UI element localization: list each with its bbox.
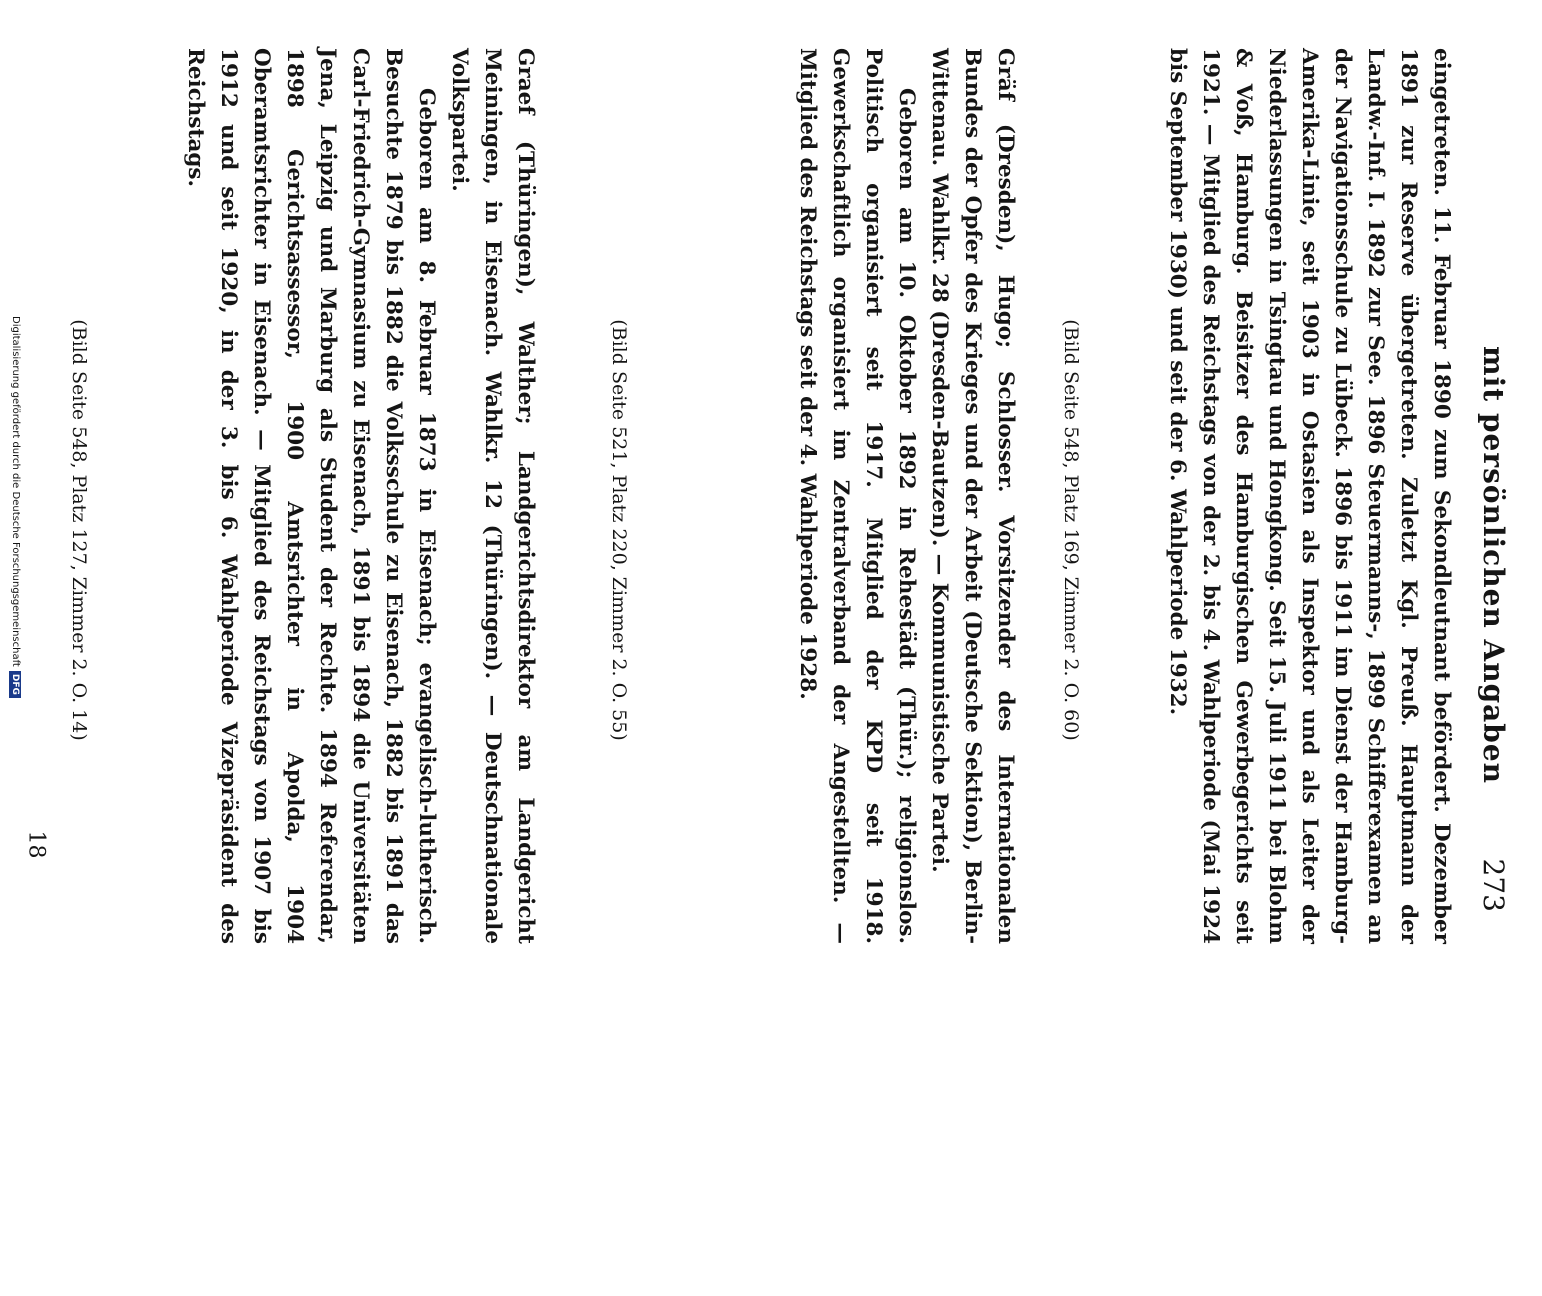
credit-text: Digitalisierung gefördert durch die Deutsche Forschungsgemeinschaft [10, 316, 21, 667]
entry-graef-hugo-intro: (Dresden), Hugo; Schlosser. Vorsitzender des Internationalen Bundes der Opfer des Krieges und der Arbeit (Deutsche Sektion), Berlin-Wittenau. Wahlkr. 28 (Dresden-Bautzen). — Kommunistische Partei. [927, 48, 1018, 944]
entry-graef-walther-intro: (Thüringen), Walther; Landgerichtsdirektor am Landgericht Meiningen, in Eisenach. Wahlkr. 12 (Thüringen). — Deutschnationale Volkspartei. [447, 48, 538, 944]
entry-continuation-text: eingetreten. 11. Februar 1890 zum Sekondleutnant befördert. Dezember 1891 zur Reserve übergetreten. Zuletzt Kgl. Preuß. Hauptmann der Landw.-Inf. I. 1892 zur See. 1896 Steuermanns-, 1899 Schifferexamen an der Navigationsschule zu Lübeck. 1896 bis 1911 im Dienst der Hamburg-Amerika-Linie, seit 1903 in Ostasien als Inspektor und als Leiter der Niederlassungen in Tsingtau und Hongkong. Seit 15. Juli 1911 bei Blohm & Voß, Hamburg. Beisitzer des Hamburgischen Gewerbegerichts seit 1921. — Mitglied des Reichstags von der 2. bis 4. Wahlperiode (Mai 1924 bis September 1930) und seit der 6. Wahlperiode 1932. [1165, 48, 1454, 944]
entry-graef-walther-bio: Geboren am 8. Februar 1873 in Eisenach; evangelisch-lutherisch. Besuchte 1879 bis 1882 die Volksschule zu Eisenach, 1882 bis 1891 das Carl-Friedrich-Gymnasium zu Eisenach, 1891 bis 1894 die Universitäten Jena, Leipzig und Marburg als Student der Rechte. 1894 Referendar, 1898 Gerichtsassessor, 1900 Amtsrichter in Apolda, 1904 Oberamtsrichter in Eisenach. — Mitglied des Reichstags von 1907 bis 1912 und seit 1920, in der 3. bis 6. Wahlperiode Vizepräsident des Reichstags. [183, 48, 439, 944]
page-header [1470, 96, 1510, 912]
running-title: mit persönlichen Angaben [1477, 346, 1510, 785]
entry-graef-hugo [791, 48, 1022, 944]
page-number: 273 [1477, 858, 1510, 912]
entry-graef-hugo-photo-ref: (Bild Seite 521, Platz 220, Zimmer 2. O. 55) [608, 319, 630, 741]
entry-graef-hugo-bio: Geboren am 10. Oktober 1892 in Rehestädt (Thür.); religionslos. Politisch organisiert seit 1917. Mitglied der KPD seit 1918. Gewerkschaftlich organisiert im Zentralverband der Angestellten. — Mitglied des Reichstags seit der 4. Wahlperiode 1928. [795, 48, 919, 944]
entry-continuation-photo-ref: (Bild Seite 548, Platz 169, Zimmer 2. O. 60) [1060, 319, 1082, 741]
footer-page-number: 18 [23, 830, 49, 859]
digitization-credit [9, 316, 21, 1296]
entry-graef-walther-name: Graef [513, 48, 538, 115]
entry-graef-hugo-name: Gräf [993, 48, 1018, 101]
entry-graef-walther [179, 48, 542, 944]
dfg-logo: DFG [9, 671, 21, 698]
entry-graef-walther-photo-ref: (Bild Seite 548, Platz 127, Zimmer 2. O. 14) [68, 319, 90, 741]
entry-continuation [1161, 48, 1458, 944]
